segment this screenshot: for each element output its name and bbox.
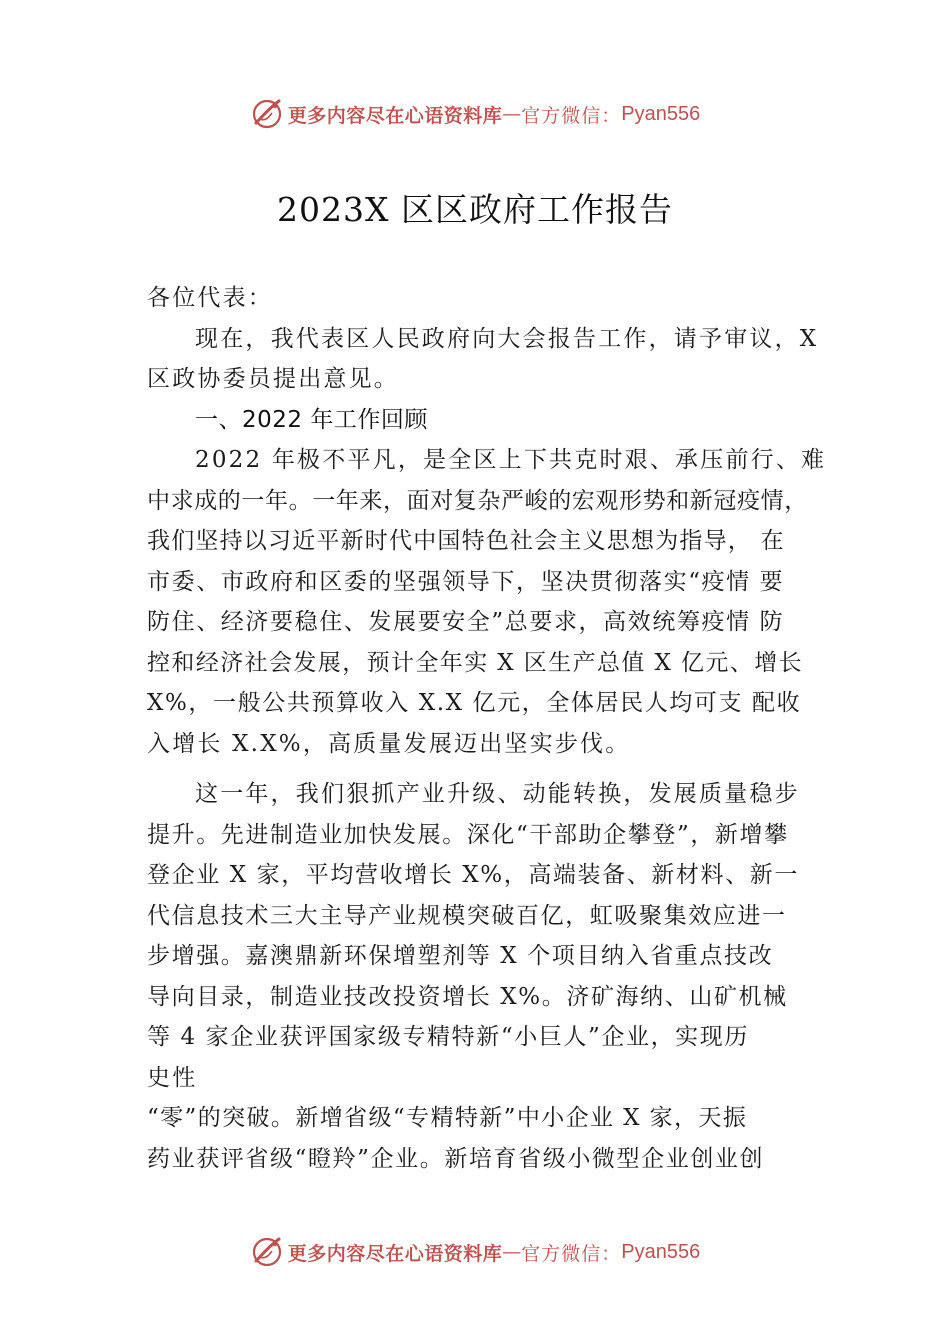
- watermark-wechat-id: Pyan556: [621, 102, 701, 125]
- intro-line: 区政协委员提出意见。: [147, 366, 399, 392]
- watermark-separator: —: [502, 103, 522, 125]
- paragraph-line: 步增强。嘉澳鼎新环保增塑剂等 X 个项目纳入省重点技改: [147, 943, 774, 969]
- document-body: [147, 278, 827, 1179]
- paragraph-line: 药业获评省级“瞪羚”企业。新培育省级小微型企业创业创: [147, 1145, 765, 1172]
- paragraph-line: 我们坚持以习近平新时代中国特色社会主义思想为指导， 在: [147, 528, 785, 554]
- watermark-banner-top: [0, 94, 950, 134]
- paragraph-line: X%，一般公共预算收入 X.X 亿元，全体居民人均可支 配收: [147, 690, 802, 716]
- paragraph-line: 代信息技术三大主导产业规模突破百亿，虹吸聚集效应进一: [147, 902, 787, 929]
- document-title: 2023X 区区政府工作报告: [277, 190, 673, 229]
- paragraph-line: 这一年，我们狠抓产业升级、动能转换，发展质量稳步: [195, 781, 800, 807]
- paragraph-line: 市委、市政府和区委的坚强领导下，坚决贯彻落实“疫情 要: [147, 568, 785, 595]
- paragraph-line: 导向目录，制造业技改投资增长 X%。济矿海纳、山矿机械: [147, 983, 788, 1010]
- paragraph-line: 提升。先进制造业加快发展。深化“干部助企攀登”，新增攀: [147, 821, 789, 848]
- brush-logo-icon: [250, 1235, 284, 1269]
- paragraph-line: 2022 年极不平凡，是全区上下共克时艰、承压前行、难: [195, 447, 827, 473]
- brush-logo-icon: [250, 97, 284, 131]
- watermark-text: 更多内容尽在心语资料库: [287, 1242, 503, 1265]
- paragraph-line: 登企业 X 家，平均营收增长 X%，高端装备、新材料、新一: [147, 862, 799, 888]
- paragraph-line: 史性: [147, 1064, 198, 1091]
- intro-line: 现在，我代表区人民政府向大会报告工作，请予审议，X: [195, 325, 819, 352]
- paragraph-line: 入增长 X.X%，高质量发展迈出坚实步伐。: [147, 730, 631, 757]
- watermark-label: 官方微信：: [521, 1242, 622, 1265]
- section-heading: 一、2022 年工作回顾: [195, 406, 428, 433]
- paragraph-line: 防住、经济要稳住、发展要安全”总要求，高效统筹疫情 防: [147, 609, 785, 635]
- paragraph-line: 中求成的一年。一年来，面对复杂严峻的宏观形势和新冠疫情，: [147, 487, 808, 514]
- watermark-text: 更多内容尽在心语资料库: [287, 104, 503, 127]
- salutation: 各位代表：: [147, 285, 273, 311]
- watermark-wechat-id: Pyan556: [621, 1240, 701, 1263]
- paragraph-line: 等 4 家企业获评国家级专精特新“小巨人”企业，实现历: [147, 1024, 749, 1050]
- watermark-label: 官方微信：: [521, 104, 622, 127]
- watermark-banner-bottom: [0, 1232, 950, 1272]
- watermark-separator: —: [502, 1241, 522, 1263]
- paragraph-line: 控和经济社会发展，预计全年实 X 区生产总值 X 亿元、增长: [147, 649, 803, 676]
- paragraph-line: “零”的突破。新增省级“专精特新”中小企业 X 家，天振: [147, 1105, 748, 1131]
- paragraph-gap: [147, 764, 817, 774]
